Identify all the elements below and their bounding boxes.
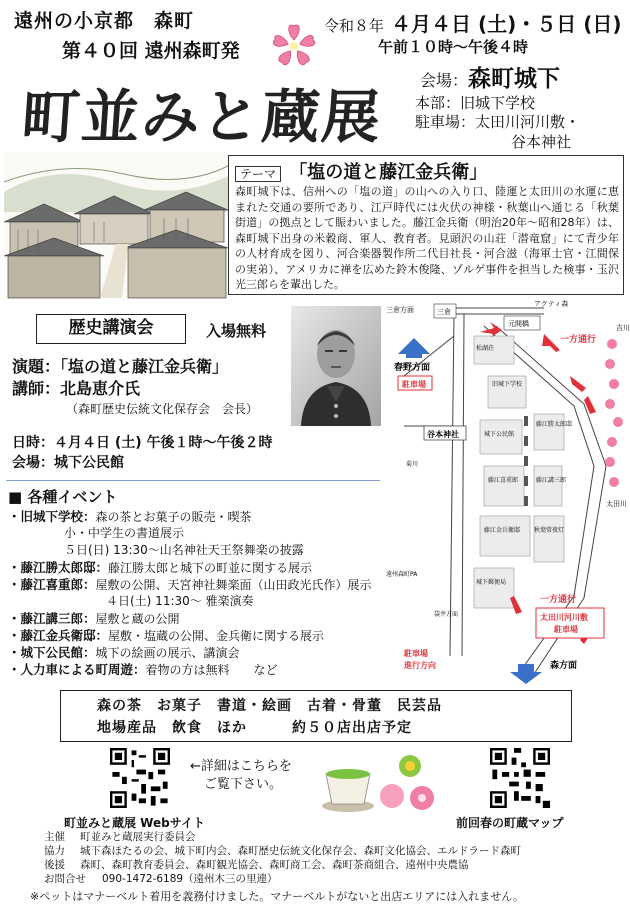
event-item: ５日(日) 13:30〜山名神社天王祭舞楽の披露 xyxy=(64,543,304,557)
date-era: 令和８年 xyxy=(324,17,385,35)
map-place: 藤江勝太郎邸 xyxy=(536,421,573,428)
theme-box xyxy=(228,155,624,295)
map-place: 藤江金兵衛邸 xyxy=(484,527,521,534)
lecture-datetime: 日時：４月４日 (土) 午後１時〜午後２時 xyxy=(12,435,273,451)
events-heading: ■ 各種イベント xyxy=(8,488,118,506)
footer-note: ※ペットはマナーベルト着用を義務付けました。マナーベルトがないと出店エリアには入れません。 xyxy=(30,890,524,903)
map-label-enshumori: 遠州森町PA xyxy=(386,571,418,578)
speaker-affiliation: （森町歴史伝統文化保存会 会長） xyxy=(66,402,259,416)
map-label-parking-a: 駐車場 xyxy=(402,380,426,389)
parking-line-2: 谷本神社 xyxy=(511,133,572,151)
map-label-ota: 太田川 xyxy=(606,500,627,508)
headquarters: 本部：旧城下学校 xyxy=(415,94,536,112)
theme-description: 森町城下は、信州への「塩の道」の山への入り口、陸運と太田川の水運に恵まれた交通の要所であり、江戸時代には火伏の神様・秋葉山へ通じる「秋葉街道」の拠点として賑わいました。藤江金兵衛（明治20年〜昭和28年）は、森町城下出身の米穀商、軍人、教育者。見頭沢の山荘「潜竜窟」にて青少年の人材育成を図り、河合楽器製作所二代目社長・河合滋（海軍士官・江間保の実弟）、アメリカに禅を広めた鈴木俊隆、ゾルゲ事件を担当した検事・玉沢光三郎らを輩出した。 xyxy=(235,185,619,291)
parking-line-1: 駐車場：太田川河川敷・ xyxy=(415,113,581,131)
map-label-sanmise-box: 三倉 xyxy=(437,308,451,316)
event-date xyxy=(324,8,621,37)
main-title: 町並みと蔵展 xyxy=(19,83,385,151)
map-label-fukuroi: 袋井方面 xyxy=(434,611,459,618)
website-qr-label: 町並みと蔵展 Webサイト xyxy=(64,816,205,830)
shops-line-2: 地場産品 飲食 ほか 約５０店出店予定 xyxy=(97,720,412,736)
map-label-sanmise: 三倉方面 xyxy=(386,306,414,314)
credit-backing: 後援 森町、森町教育委員会、森町観光協会、森町商工会、森町茶商組合、遠州中央農協 xyxy=(44,859,469,871)
shops-box xyxy=(60,690,572,742)
map-label-oneway-2: 一方通行 xyxy=(540,595,577,605)
venue-label: 会場： xyxy=(420,71,469,90)
credit-support: 協力 城下森ほたるの会、城下町内会、森町歴史伝統文化保存会、森町文化協会、エルドラード森町 xyxy=(44,845,521,857)
map-label-haruno: 春野方面 xyxy=(394,363,431,373)
venue-map xyxy=(384,296,630,684)
map-label-yoshikawa: 吉川 xyxy=(616,324,630,332)
map-place: 城下公民館 xyxy=(484,431,515,438)
lecture-heading: 歴史講演会 xyxy=(36,314,186,344)
map-place: 藤江講三郎 xyxy=(536,477,567,484)
townscape-illustration xyxy=(4,152,228,298)
parking-info xyxy=(415,112,580,152)
map-qr-code[interactable] xyxy=(490,748,550,808)
map-label-parking-dir-1: 駐車場 xyxy=(404,649,428,658)
lecture-venue: 会場：城下公民館 xyxy=(12,455,124,471)
map-place: 藤江喜重郎 xyxy=(488,477,519,484)
sakura-icon xyxy=(266,18,322,74)
divider xyxy=(6,480,380,481)
map-place: 秋葉常夜灯 xyxy=(534,527,565,534)
website-qr-code[interactable] xyxy=(110,748,170,808)
detail-note-line-1: ←詳細はこちらを xyxy=(190,759,292,774)
theme-label: テーマ xyxy=(235,166,281,182)
map-label-acty: アクティ森 xyxy=(534,300,569,308)
event-item: ・旧城下学校：森の茶とお菓子の販売・喫茶 xyxy=(8,509,252,524)
event-item: ・藤江金兵衛邸：屋敷・塩蔵の公開、金兵衛に関する展示 xyxy=(8,628,325,643)
header-line-1: 遠州の小京都 森町 xyxy=(14,10,195,32)
map-label-genkibashi: 元開橋 xyxy=(508,320,529,328)
map-label-kikugawa: 菊川 xyxy=(406,461,419,468)
map-label-tanimoto: 谷本神社 xyxy=(427,430,459,439)
event-item: 小・中学生の書道展示 xyxy=(64,526,185,540)
credit-organizer: 主催 町並みと蔵展実行委員会 xyxy=(44,831,196,843)
event-item: ・人力車による町周遊：着物の方は無料 など xyxy=(8,662,278,677)
map-place: 城下郵便局 xyxy=(476,579,507,586)
theme-title: 「塩の道と藤江金兵衛」 xyxy=(289,162,488,183)
shops-line-1: 森の茶 お菓子 書道・絵画 古着・骨董 民芸品 xyxy=(97,698,442,714)
free-admission: 入場無料 xyxy=(206,322,267,340)
date-main: ４月４日 (土)・５日 (日) xyxy=(390,12,622,36)
map-label-parking-b-1: 太田川河川敷 xyxy=(540,613,588,622)
event-item: ・城下公民館：城下の絵画の展示、講演会 xyxy=(8,645,240,660)
credit-contact: お問合せ 090-1472-6189（遠州木三の里連） xyxy=(44,873,278,885)
map-place: 旧城下学校 xyxy=(492,381,523,388)
event-time: 午前１０時〜午後４時 xyxy=(378,38,529,56)
speaker-portrait-photo xyxy=(291,306,381,426)
event-item: ・藤江喜重郎：屋敷の公開、天宮神社舞楽面（山田政光氏作）展示 xyxy=(8,577,372,592)
event-item: ・藤江勝太郎邸：藤江勝太郎と城下の町並に関する展示 xyxy=(8,560,313,575)
map-place: 松湖荘 xyxy=(476,345,495,352)
map-qr-label: 前回春の町蔵マップ xyxy=(456,816,564,830)
lecture-speaker: 講師：北島恵介氏 xyxy=(12,379,141,398)
map-label-parking-b-2: 駐車場 xyxy=(554,625,578,634)
map-label-parking-dir-2: 進行方向 xyxy=(404,661,436,670)
lecture-topic: 演題：「塩の道と藤江金兵衛」 xyxy=(12,357,229,376)
venue xyxy=(420,60,560,93)
map-label-oneway-1: 一方通行 xyxy=(560,335,597,345)
theme-heading xyxy=(235,158,487,184)
venue-value: 森町城下 xyxy=(468,66,561,92)
detail-note xyxy=(190,758,292,794)
event-item: ４日(土) 11:30〜 雅楽演奏 xyxy=(106,594,254,608)
header-line-2: 第４０回 遠州森町発 xyxy=(62,40,240,62)
map-label-mori: 森方面 xyxy=(550,661,578,671)
tea-and-sweets-illustration xyxy=(318,748,446,820)
event-item: ・藤江講三郎：屋敷と蔵の公開 xyxy=(8,611,180,626)
detail-note-line-2: ご覧下さい。 xyxy=(204,777,283,792)
